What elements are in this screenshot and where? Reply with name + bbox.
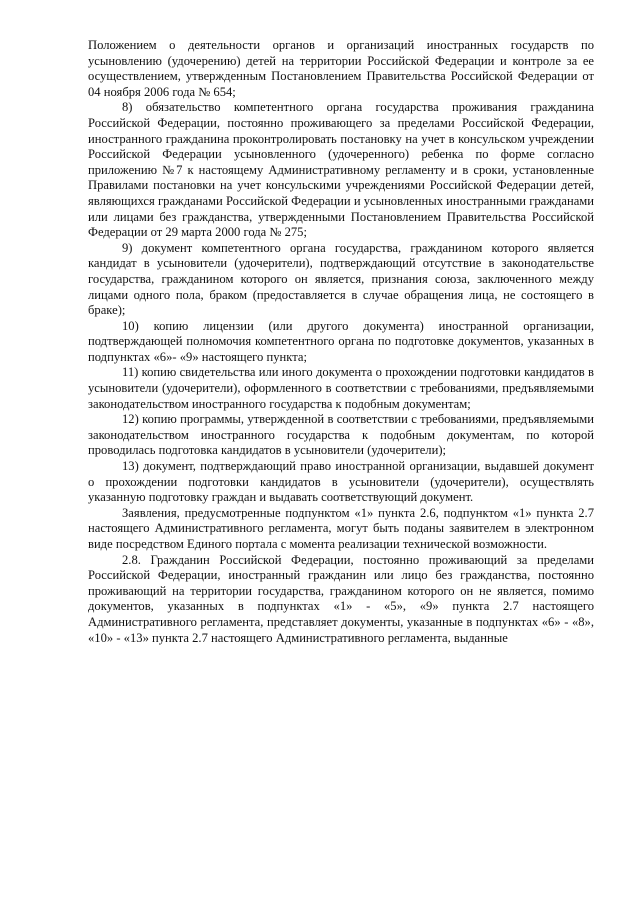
paragraph-item-10: 10) копию лицензии (или другого документа) иностранной организации, подтверждающей полномочия компетентного органа по подготовке документов, указанных в подпунктах «6»- «9» настоящего пункта;: [88, 318, 594, 364]
paragraph-item-8: 8) обязательство компетентного органа государства проживания гражданина Российской Федерации, постоянно проживающего за пределами Российской Федерации, иностранного гражданина проконтролировать постановку на учет в консульском учреждении Российской Федерации усыновленного (удочеренного) ребенка по форме согласно приложению №7 к настоящему Административному регламенту и в сроки, установленные Правилами постановки на учет консульскими учреждениями Российской Федерации детей, являющихся гражданами Российской Федерации и усыновленных иностранными гражданами или лицами без гражданства, утвержденными Постановлением Правительства Российской Федерации от 29 марта 2000 года № 275;: [88, 100, 594, 240]
paragraph-item-12: 12) копию программы, утвержденной в соответствии с требованиями, предъявляемыми законодательством иностранного государства к подобным документам, по которой проводилась подготовка кандидатов в усыновители (удочерители);: [88, 412, 594, 458]
paragraph-regulation-reference: Положением о деятельности органов и организаций иностранных государств по усыновлению (удочерению) детей на территории Российской Федерации и контроле за ее осуществлением, утвержденным Постановлением Правительства Российской Федерации от 04 ноября 2006 года № 654;: [88, 38, 594, 99]
paragraph-electronic-applications: Заявления, предусмотренные подпунктом «1» пункта 2.6, подпунктом «1» пункта 2.7 настоящего Административного регламента, могут быть поданы заявителем в электронном виде посредством Единого портала с момента реализации технической возможности.: [88, 505, 594, 551]
paragraph-section-2-8: 2.8. Гражданин Российской Федерации, постоянно проживающий за пределами Российской Федерации, иностранный гражданин или лицо без гражданства, постоянно проживающий на территории государства, гражданином которого он не является, помимо документов, указанных в подпунктах «1» - «5», «9» пункта 2.7 настоящего Административного регламента, представляет документы, указанные в подпунктах «6» - «8», «10» - «13» пункта 2.7 настоящего Административного регламента, выданные: [88, 552, 594, 645]
paragraph-item-9: 9) документ компетентного органа государства, гражданином которого является кандидат в усыновители (удочерители), подтверждающий отсутствие в законодательстве государства, гражданином которого он является, признания союза, заключенного между лицами одного пола, браком (предоставляется в случае обращения лица, не состоящего в браке);: [88, 240, 594, 318]
document-page: [88, 38, 594, 646]
paragraph-item-11: 11) копию свидетельства или иного документа о прохождении подготовки кандидатов в усыновители (удочерители), оформленного в соответствии с требованиями, предъявляемыми законодательством иностранного государства к подобным документам;: [88, 365, 594, 411]
paragraph-item-13: 13) документ, подтверждающий право иностранной организации, выдавшей документ о прохождении подготовки кандидатов в усыновители (удочерители), осуществлять указанную подготовку граждан и выдавать соответствующий документ.: [88, 459, 594, 505]
